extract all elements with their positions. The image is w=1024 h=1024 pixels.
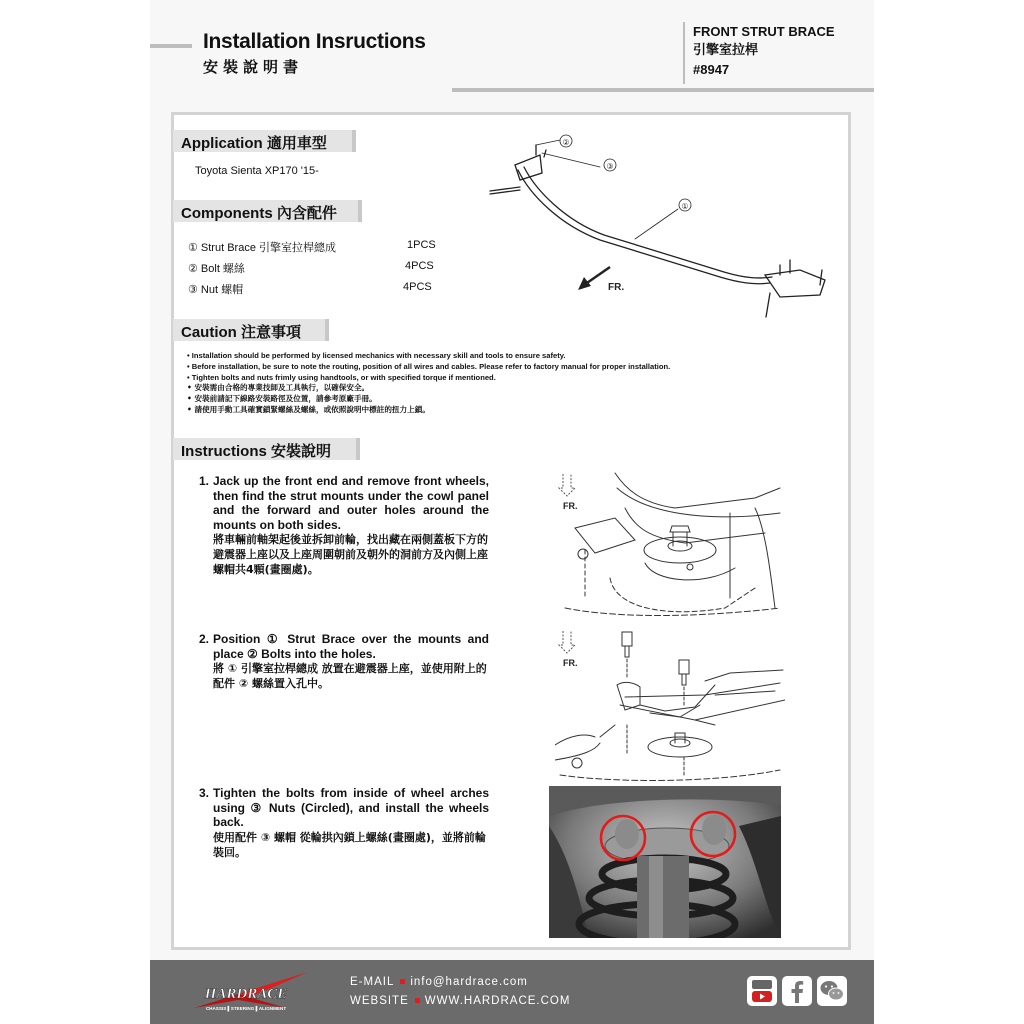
step-text-en: Tighten the bolts from inside of wheel arches using ③ Nuts (Circled), and install the wheels back.: [213, 786, 489, 829]
caution-line: • 安裝前請記下線路安裝路徑及位置，請參考原廠手冊。: [187, 394, 377, 404]
page-subtitle: 安裝說明書: [203, 58, 304, 76]
component-item: [188, 281, 432, 297]
email-label: E-MAIL: [350, 976, 395, 988]
caution-line: • Installation should be performed by licensed mechanics with necessary skill and tools to ensure safety.: [187, 351, 566, 360]
right-bracket: [765, 270, 825, 297]
component-qty: 1PCS: [407, 239, 436, 251]
component-name: ① Strut Brace 引擎室拉桿總成: [188, 242, 336, 254]
direction-arrow-icon: [559, 631, 575, 653]
direction-arrow-icon: [578, 267, 610, 290]
bullet-icon: [415, 998, 420, 1003]
application-heading: Application 適用車型: [173, 130, 352, 152]
caution-line: • 請使用手動工具確實鎖緊螺絲及螺絲，或依照說明中標註的扭力上鎖。: [187, 404, 430, 414]
component-item: [188, 260, 434, 276]
step-text-en: Position ① Strut Brace over the mounts and place ② Bolts into the holes.: [213, 632, 489, 661]
caution-line: • Tighten bolts and nuts frimly using handtools, or with specified torque if mentioned.: [187, 372, 496, 382]
application-vehicle: Toyota Sienta XP170 '15-: [195, 165, 319, 177]
strut-brace-diagram: [480, 125, 840, 325]
callout-2: ②: [562, 138, 570, 147]
hardrace-logo: [176, 968, 316, 1014]
header-divider: [683, 22, 685, 84]
product-name-zh: 引擎室拉桿: [693, 43, 759, 58]
caution-list: [187, 351, 787, 416]
components-heading: Components 內含配件: [173, 200, 358, 222]
component-qty: 4PCS: [405, 260, 434, 272]
step-1-illustration: [555, 468, 785, 623]
instructions-heading: Instructions 安裝說明: [173, 438, 356, 460]
callout-1: ①: [681, 202, 689, 211]
caution-line: • 安裝需由合格的專業技師及工具執行，以確保安全。: [187, 383, 370, 393]
website-line: [350, 995, 570, 1007]
page-title: Installation Insructions: [203, 30, 426, 53]
youtube-icon[interactable]: [747, 976, 777, 1006]
bullet-icon: [400, 979, 405, 984]
product-info: [693, 22, 835, 79]
product-name: FRONT STRUT BRACE: [693, 24, 835, 39]
wechat-icon[interactable]: [817, 976, 847, 1006]
step-text-zh: 使用配件 ③ 螺帽 從輪拱內鎖上螺絲(畫圈處)，並將前輪裝回。: [213, 830, 486, 859]
step-text-zh: 將 ① 引擎室拉桿總成 放置在避震器上座，並使用附上的配件 ② 螺絲置入孔中。: [213, 662, 487, 690]
brace-bar: [518, 170, 770, 284]
direction-label: FR.: [608, 282, 625, 293]
website-label: WEBSITE: [350, 995, 409, 1007]
step-number: 2.: [199, 632, 210, 646]
step-text-en: Jack up the front end and remove front wheels, then find the strut mounts under the cowl panel and the forward and outer holes around the mounts on both sides.: [213, 474, 489, 532]
direction-arrow-icon: [559, 474, 575, 496]
step-3-photo: [549, 786, 781, 938]
left-bracket: [515, 155, 542, 180]
component-item: [188, 239, 436, 255]
caution-heading: Caution 注意事項: [173, 319, 325, 341]
logo-tagline: CHASSIS ▌STEERING ▌ALIGNMENT: [205, 1006, 287, 1011]
facebook-icon[interactable]: [782, 976, 812, 1006]
step-number: 3.: [199, 786, 210, 800]
component-name: ② Bolt 螺絲: [188, 263, 245, 275]
email-line: [350, 976, 528, 988]
step-number: 1.: [199, 474, 210, 488]
step-text-zh: 將車輛前軸架起後並拆卸前輪，找出藏在兩側蓋板下方的避震器上座以及上座周圍朝前及朝外的洞前方及內側上座螺帽共4顆(畫圈處)。: [213, 533, 488, 576]
email-link[interactable]: info@hardrace.com: [410, 976, 528, 988]
direction-label: FR.: [563, 658, 578, 668]
step-2-illustration: [555, 625, 785, 785]
callout-3: ③: [606, 162, 614, 171]
direction-label: FR.: [563, 501, 578, 511]
logo-wordmark: HARDRACE: [204, 986, 288, 1002]
component-qty: 4PCS: [403, 281, 432, 293]
component-name: ③ Nut 螺帽: [188, 284, 244, 296]
website-link[interactable]: WWW.HARDRACE.COM: [424, 995, 571, 1007]
part-number: #8947: [693, 62, 730, 77]
header-rule-left: [150, 44, 192, 48]
caution-line: • Before installation, be sure to note the routing, position of all wires and cables. Please refer to factory manual for proper installation.: [187, 361, 671, 371]
header-rule-right: [452, 88, 874, 92]
